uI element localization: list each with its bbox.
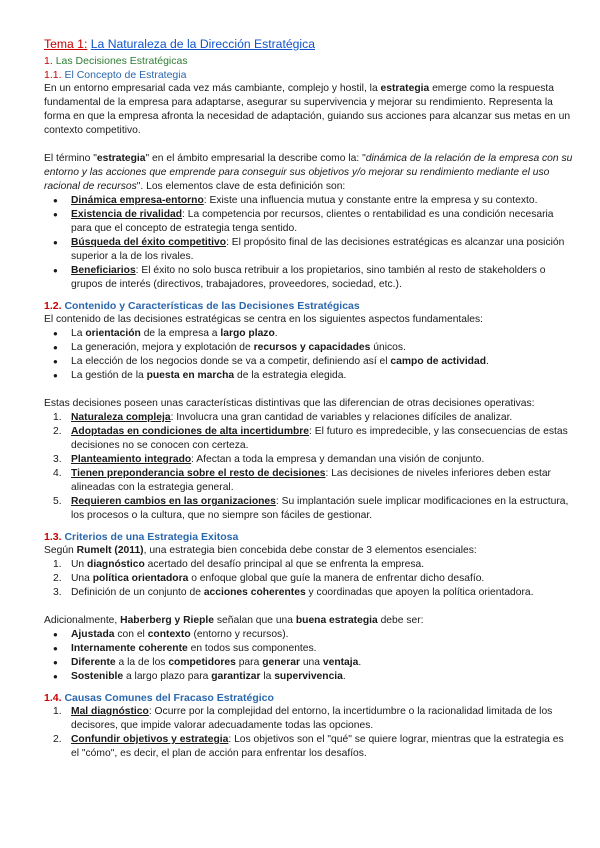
list-item: ● La generación, mejora y explotación de recursos y capacidades únicos. [44,341,574,355]
list-item: ● Sostenible a largo plazo para garantizar la supervivencia. [44,670,574,684]
list-item: ● Diferente a la de los competidores para generar una ventaja. [44,656,574,670]
title-number: Tema 1: [44,37,88,51]
list-item: 5. Requieren cambios en las organizaciones: Su implantación suele implicar modificaciones en la estructura, los procesos o la cultura, que no siempre son fáciles de gestionar. [53,496,569,521]
section-1-3-intro-2: Adicionalmente, Haberberg y Rieple señalan que una buena estrategia debe ser: [44,615,424,626]
section-1-2-intro-2: Estas decisiones poseen unas características distintivas que las diferencian de otras decisiones operativas: [44,398,535,409]
document-title [44,36,574,52]
section-1-2-intro: El contenido de las decisiones estratégicas se centra en los siguientes aspectos fundamentales: [44,314,484,325]
list-item: ● Dinámica empresa-entorno: Existe una influencia mutua y constante entre la empresa y su contexto. [44,194,574,208]
section-1-1-paragraph-2: El término "estrategia" en el ámbito empresarial la describe como la: "dinámica de la relación de la empresa con su entorno y las acciones que emprende para conseguir sus objetivos y/o mejorar su rendimiento mediante el uso racional de recursos". Los elementos clave de esta definición son: [44,153,573,192]
content-list [44,327,574,383]
list-item: ● La orientación de la empresa a largo plazo. [44,327,574,341]
title-text: La Naturaleza de la Dirección Estratégica [90,37,315,51]
list-item: ● Internamente coherente en todos sus componentes. [44,642,574,656]
list-item: 1. Mal diagnóstico: Ocurre por la complejidad del entorno, la incertidumbre o la racionalidad limitada de los decisores, que impide valorar adecuadamente todas las opciones. [53,706,553,731]
list-item: 3. Planteamiento integrado: Afectan a toda la empresa y demandan una visión de conjunto. [53,454,485,465]
list-item: ● Ajustada con el contexto (entorno y recursos). [44,628,574,642]
section-1-heading: 1. Las Decisiones Estratégicas [44,55,188,67]
section-1-1-paragraph-1: En un entorno empresarial cada vez más cambiante, complejo y hostil, la estrategia emerge como la respuesta fundamental de la empresa para adaptarse, asegurar su supervivencia y mejorar su rendimiento. Representa la forma en que la empresa afronta la necesidad de adaptación, guiando sus acciones para alcanzar sus metas en un contexto competitivo. [44,83,571,136]
list-item: 4. Tienen preponderancia sobre el resto de decisiones: Las decisiones de niveles inferiores deben estar alineadas con la estrategia general. [53,468,551,493]
list-item: 2. Una política orientadora o enfoque global que guíe la manera de enfrentar dicho desafío. [53,573,485,584]
section-1-1-heading: 1.1. El Concepto de Estrategia [44,69,187,81]
list-item: ● La elección de los negocios donde se va a competir, definiendo así el campo de actividad. [44,355,574,369]
list-item: 1. Un diagnóstico acertado del desafío principal al que se enfrenta la empresa. [53,559,425,570]
list-item: 3. Definición de un conjunto de acciones coherentes y coordinadas que apoyen la política orientadora. [53,587,534,598]
list-item: 2. Confundir objetivos y estrategia: Los objetivos son el "qué" se quiere lograr, mientras que la estrategia es el "cómo", es decir, el plan de acción para enfrentar los desafíos. [53,734,564,759]
section-1-4-heading: 1.4. Causas Comunes del Fracaso Estratégico [44,692,274,704]
list-item: ● Beneficiarios: El éxito no solo busca retribuir a los propietarios, sino también al resto de stakeholders o grupos de interés (directivos, trabajadores, proveedores, sociedad, etc.). [44,264,574,292]
key-elements-list [44,194,574,292]
criteria-list [44,558,574,600]
list-item: 1. Naturaleza compleja: Involucra una gran cantidad de variables y relaciones difíciles de analizar. [53,412,513,423]
list-item: ● La gestión de la puesta en marcha de la estrategia elegida. [44,369,574,383]
section-1-3-intro: Según Rumelt (2011), una estrategia bien concebida debe constar de 3 elementos esenciales: [44,545,477,556]
section-1-2-heading: 1.2. Contenido y Características de las Decisiones Estratégicas [44,300,360,312]
good-strategy-list [44,628,574,684]
list-item: 2. Adoptadas en condiciones de alta incertidumbre: El futuro es impredecible, y las consecuencias de estas decisiones no se conocen con certeza. [53,426,568,451]
characteristics-list [44,411,574,523]
failure-causes-list [44,705,574,761]
list-item: ● Existencia de rivalidad: La competencia por recursos, clientes o rentabilidad es una condición necesaria para que el concepto de estrategia tenga sentido. [44,208,574,236]
list-item: ● Búsqueda del éxito competitivo: El propósito final de las decisiones estratégicas es alcanzar una posición superior a la de los rivales. [44,236,574,264]
document-page [44,36,574,761]
section-1-3-heading: 1.3. Criterios de una Estrategia Exitosa [44,531,239,543]
